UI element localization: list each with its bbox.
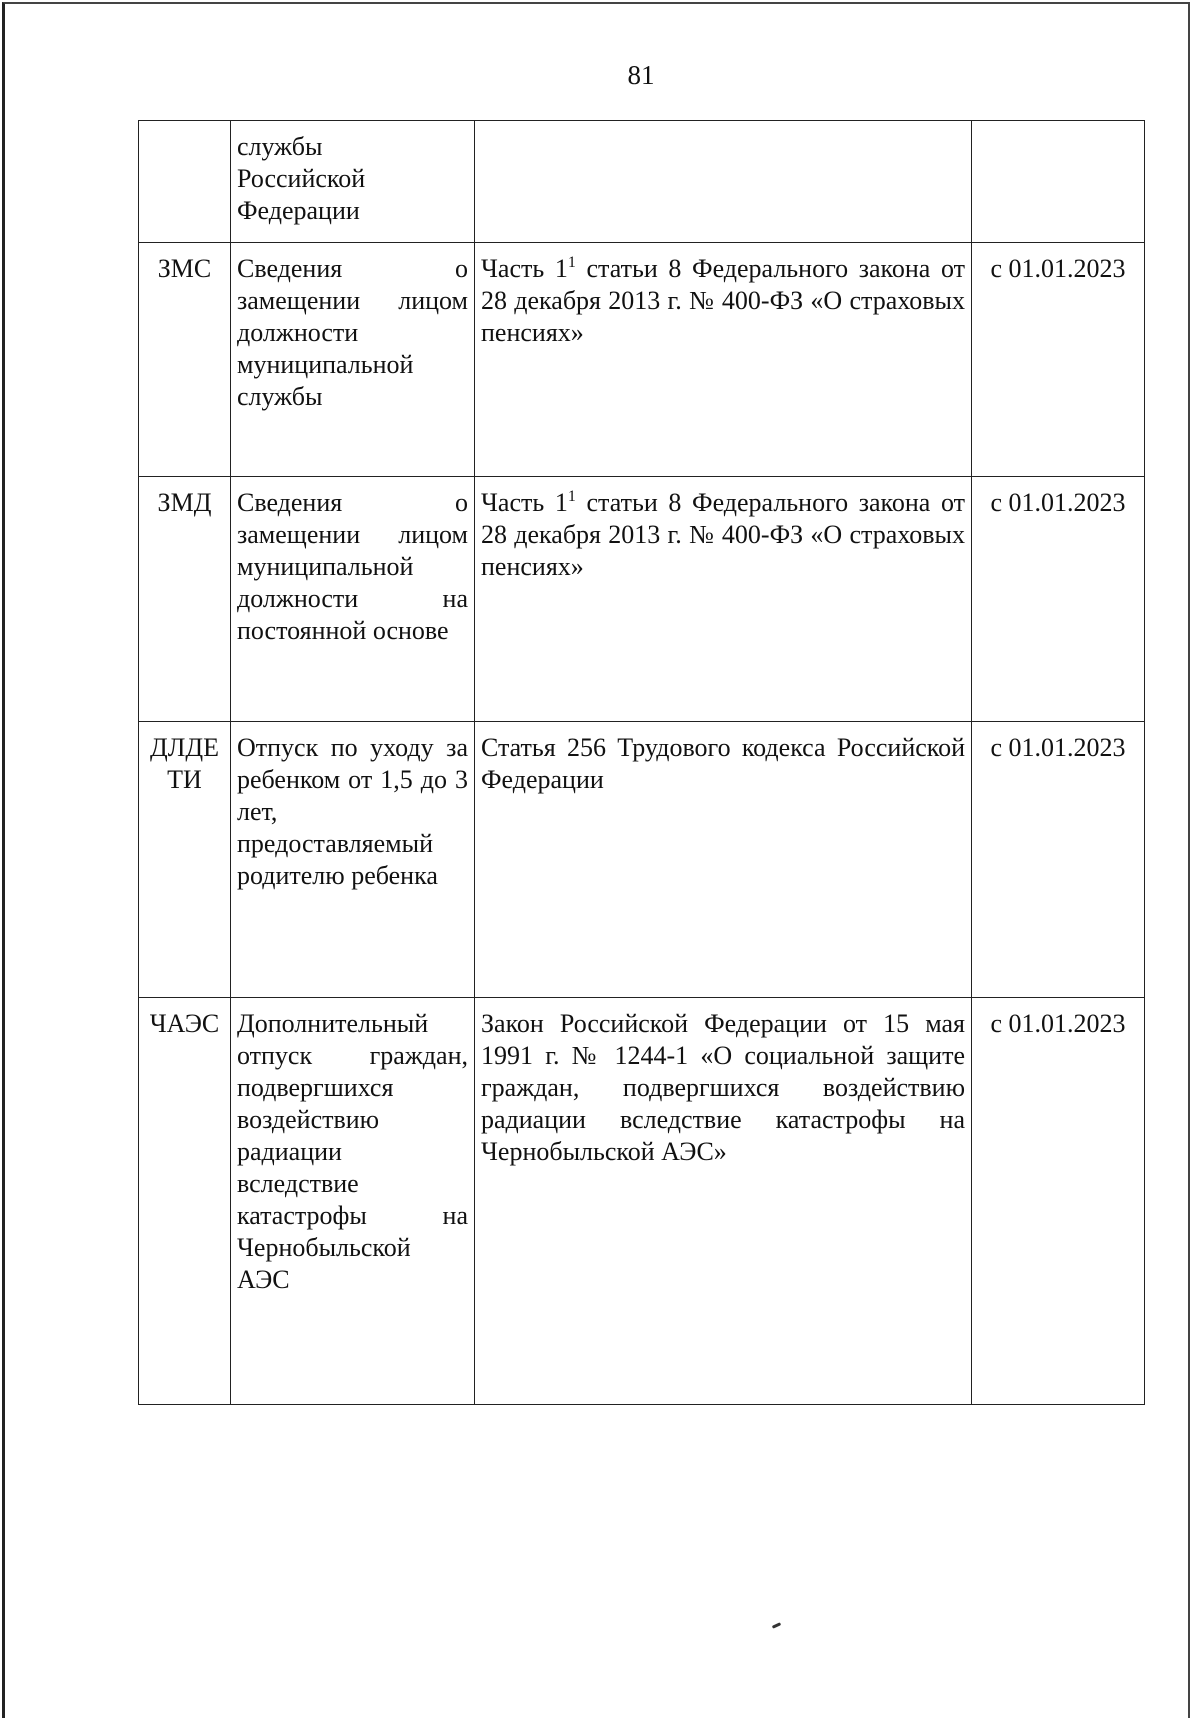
basis-text: статьи 8 Федерального закона от 28 декабря 2013 г. № 400-ФЗ «О страховых пенсиях» xyxy=(481,488,965,581)
basis-text: Часть 1 xyxy=(481,488,568,517)
description-cell: Дополнительный отпуск граждан, подвергшихся воздействию радиации вследствие катастрофы на Чернобыльской АЭС xyxy=(231,998,475,1405)
document-table xyxy=(138,120,1145,1405)
table-row xyxy=(139,722,1145,998)
date-cell xyxy=(972,121,1145,243)
table-row xyxy=(139,243,1145,477)
page-number: 81 xyxy=(627,60,655,90)
date-cell: с 01.01.2023 xyxy=(972,477,1145,722)
table-row xyxy=(139,998,1145,1405)
basis-text: Часть 1 xyxy=(481,254,568,283)
superscript: 1 xyxy=(567,254,576,271)
code-cell: ЗМС xyxy=(139,243,231,477)
code-cell: ЧАЭС xyxy=(139,998,231,1405)
code-cell: ДЛДЕТИ xyxy=(139,722,231,998)
basis-cell: Закон Российской Федерации от 15 мая 1991 г. № 1244-1 «О социальной защите граждан, подвергшихся воздействию радиации вследствие катастрофы на Чернобыльской АЭС» xyxy=(475,998,972,1405)
description-cell: Сведения о замещении лицом должности муниципальной службы xyxy=(231,243,475,477)
date-cell: с 01.01.2023 xyxy=(972,722,1145,998)
basis-cell xyxy=(475,243,972,477)
date-cell: с 01.01.2023 xyxy=(972,998,1145,1405)
description-cell: Отпуск по уходу за ребенком от 1,5 до 3 лет, предоставляемый родителю ребенка xyxy=(231,722,475,998)
code-cell: ЗМД xyxy=(139,477,231,722)
description-cell: службы Российской Федерации xyxy=(231,121,475,243)
basis-text: статьи 8 Федерального закона от 28 декабря 2013 г. № 400-ФЗ «О страховых пенсиях» xyxy=(481,254,965,347)
table-row xyxy=(139,121,1145,243)
basis-cell xyxy=(475,477,972,722)
code-cell xyxy=(139,121,231,243)
table-row xyxy=(139,477,1145,722)
description-cell: Сведения о замещении лицом муниципальной должности на постоянной основе xyxy=(231,477,475,722)
date-cell: с 01.01.2023 xyxy=(972,243,1145,477)
basis-cell xyxy=(475,121,972,243)
superscript: 1 xyxy=(567,488,576,505)
basis-cell: Статья 256 Трудового кодекса Российской Федерации xyxy=(475,722,972,998)
